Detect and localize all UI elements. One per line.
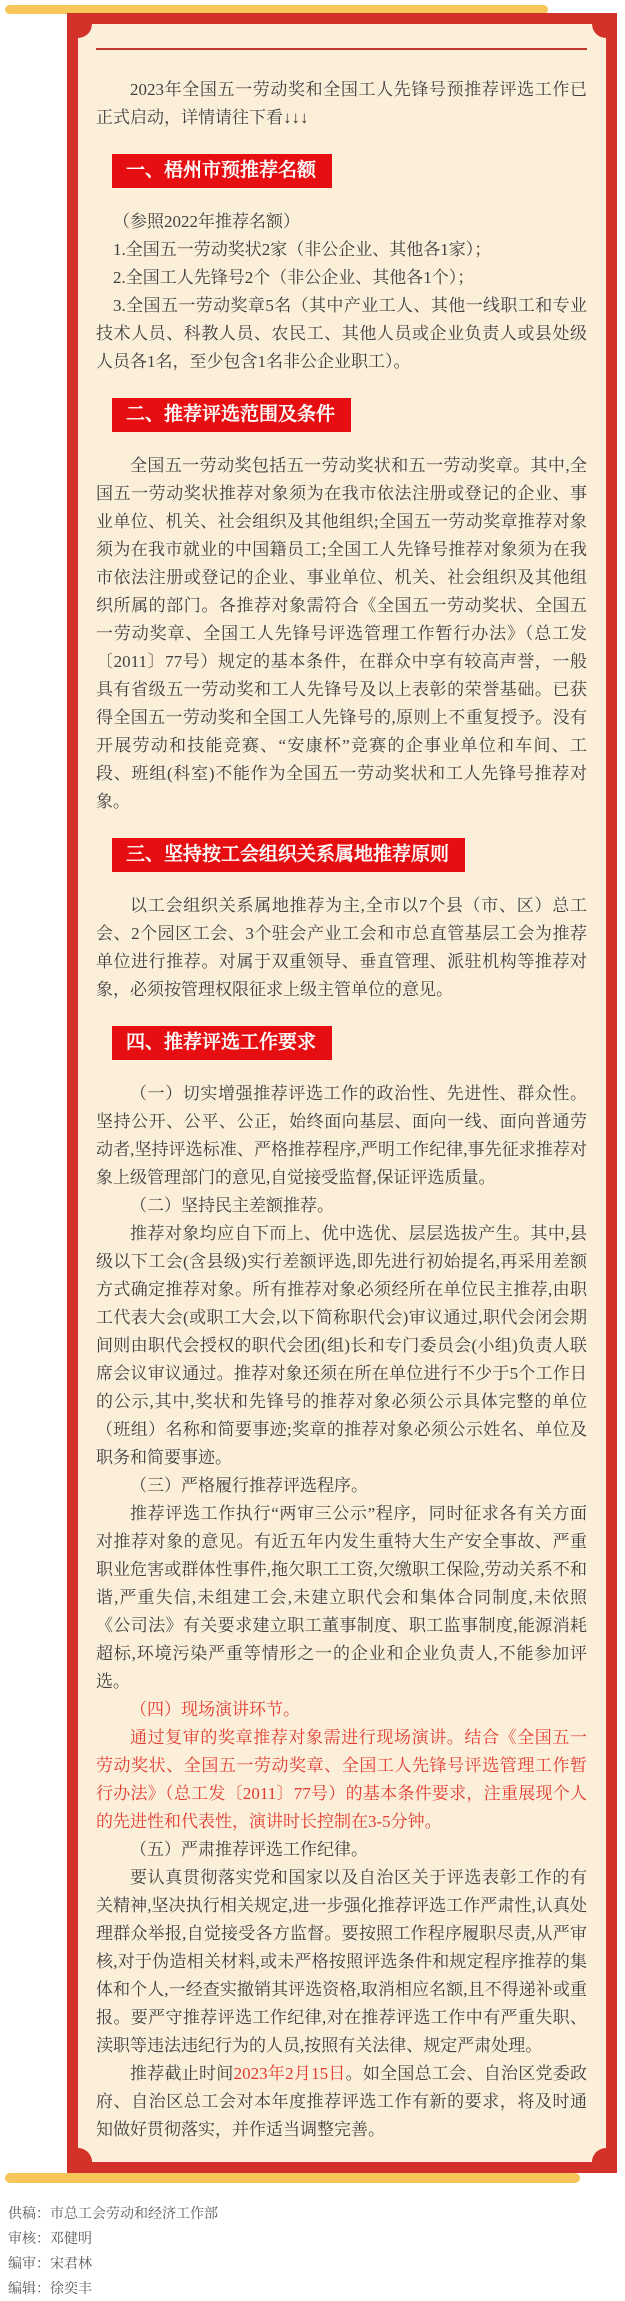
paragraph: 全国五一劳动奖包括五一劳动奖状和五一劳动奖章。其中,全国五一劳动奖状推荐对象须为在我市依法注册或登记的企业、事业单位、机关、社会组织及其他组织;全国五一劳动奖章推荐对象须为在我市就业的中国籍员工;全国工人先锋号推荐对象须为在我市依法注册或登记的企业、事业单位、机关、社会组织及其他组织所属的部门。各推荐对象需符合《全国五一劳动奖状、全国五一劳动奖章、全国工人先锋号评选管理工作暂行办法》（总工发〔2011〕77号）规定的基本条件，在群众中享有较高声誉，一般具有省级五一劳动奖和工人先锋号及以上表彰的荣誉基础。已获得全国五一劳动奖和全国工人先锋号的,原则上不重复授予。没有开展劳动和技能竞赛、“安康杯”竞赛的企事业单位和车间、工段、班组(科室)不能作为全国五一劳动奖状和工人先锋号推荐对象。 xyxy=(96,456,587,811)
paragraph: 推荐对象均应自下而上、优中选优、层层选拔产生。其中,县级以下工会(含县级)实行差额评选,即先进行初始提名,再采用差额方式确定推荐对象。所有推荐对象必须经所在单位民主推荐,由职工代表大会(或职工大会,以下简称职代会)审议通过,职代会闭会期间则由职代会授权的职代会团(组)长和专门委员会(小组)负责人联席会议审议通过。推荐对象还须在所在单位进行不少于5个工作日的公示,其中,奖状和先锋号的推荐对象必须公示具体完整的单位（班组）名称和简要事迹;奖章的推荐对象必须公示姓名、单位及职务和简要事迹。 xyxy=(96,1224,587,1467)
corner-ornament-bottom-left xyxy=(78,2148,92,2162)
paragraph-highlighted: 通过复审的奖章推荐对象需进行现场演讲。结合《全国五一劳动奖状、全国五一劳动奖章、全国工人先锋号评选管理工作暂行办法》（总工发〔2011〕77号）的基本条件要求，注重展现个人的先进性和代表性，演讲时长控制在3-5分钟。 xyxy=(96,1728,587,1831)
section-badge-3: 三、坚持按工会组织关系属地推荐原则 xyxy=(112,838,465,872)
paragraph: 2.全国工人先锋号2个（非公企业、其他各1个）； xyxy=(113,268,475,287)
section-badge-4: 四、推荐评选工作要求 xyxy=(112,1026,332,1060)
section-badge-1: 一、梧州市预推荐名额 xyxy=(112,154,332,188)
header-divider-line xyxy=(96,48,587,50)
credit-line-contributor xyxy=(8,2201,625,2226)
paragraph-highlighted: （四）现场演讲环节。 xyxy=(130,1700,300,1719)
paragraph: 以工会组织关系属地推荐为主,全市以7个县（市、区）总工会、2个园区工会、3个驻会产业工会和市总直管基层工会为推荐单位进行推荐。对属于双重领导、垂直管理、派驻机构等推荐对象，必须按管理权限征求上级主管单位的意见。 xyxy=(96,896,587,999)
paragraph: （三）严格履行推荐评选程序。 xyxy=(130,1476,368,1495)
credit-value: 宋君林 xyxy=(50,2255,92,2271)
paragraph: 3.全国五一劳动奖章5名（其中产业工人、其他一线职工和专业技术人员、科教人员、农民工、其他人员或企业负责人或县处级人员各1名，至少包含1名非公企业职工）。 xyxy=(96,296,587,371)
credit-value: 市总工会劳动和经济工作部 xyxy=(50,2205,218,2221)
credit-line-editor-reviewer xyxy=(8,2251,625,2276)
credit-value: 徐奕丰 xyxy=(50,2280,92,2296)
credit-value: 邓健明 xyxy=(50,2230,92,2246)
credit-label: 编辑： xyxy=(8,2280,50,2296)
paragraph: （五）严肃推荐评选工作纪律。 xyxy=(130,1840,368,1859)
credit-label: 编审： xyxy=(8,2255,50,2271)
deadline-prefix: 推荐截止时间 xyxy=(130,2064,234,2083)
credit-label: 供稿： xyxy=(8,2205,50,2221)
deadline-suffix: 。如全国总工会、自治区党委政府、自治区总工会对本年度推荐评选工作有新的要求，将及时通知做好贯彻落实，并作适当调整完善。 xyxy=(96,2064,588,2139)
article-content-area xyxy=(78,24,606,2162)
credit-line-editor xyxy=(8,2276,625,2301)
article-frame xyxy=(67,13,617,2173)
intro-paragraph: 2023年全国五一劳动奖和全国工人先锋号预推荐评选工作已正式启动，详情请往下看↓↓↓ xyxy=(96,80,587,127)
credits-footer xyxy=(8,2201,625,2301)
corner-ornament-top-right xyxy=(592,24,606,38)
corner-ornament-top-left xyxy=(78,24,92,38)
bottom-accent-bar xyxy=(5,2173,580,2183)
section-badge-2: 二、推荐评选范围及条件 xyxy=(112,398,351,432)
paragraph: 1.全国五一劳动奖状2家（非公企业、其他各1家）； xyxy=(113,240,492,259)
corner-ornament-bottom-right xyxy=(592,2148,606,2162)
credit-label: 审核： xyxy=(8,2230,50,2246)
paragraph: 推荐评选工作执行“两审三公示”程序，同时征求各有关方面对推荐对象的意见。有近五年内发生重特大生产安全事故、严重职业危害或群体性事件,拖欠职工工资,欠缴职工保险,劳动关系不和谐,严重失信,未组建工会,未建立职代会和集体合同制度,未依照《公司法》有关要求建立职工董事制度、职工监事制度,能源消耗超标,环境污染严重等情形之一的企业和企业负责人,不能参加评选。 xyxy=(96,1504,587,1691)
paragraph: （一）切实增强推荐评选工作的政治性、先进性、群众性。坚持公开、公平、公正，始终面向基层、面向一线、面向普通劳动者,坚持评选标准、严格推荐程序,严明工作纪律,事先征求推荐对象上级管理部门的意见,自觉接受监督,保证评选质量。 xyxy=(96,1084,587,1187)
paragraph: （二）坚持民主差额推荐。 xyxy=(130,1196,334,1215)
paragraph: 要认真贯彻落实党和国家以及自治区关于评选表彰工作的有关精神,坚决执行相关规定,进一步强化推荐评选工作严肃性,认真处理群众举报,自觉接受各方监督。要按照工作程序履职尽责,从严审核,对于伪造相关材料,或未严格按照评选条件和规定程序推荐的集体和个人,一经查实撤销其评选资格,取消相应名额,且不得递补或重报。要严守推荐评选工作纪律,对在推荐评选工作中有严重失职、渎职等违法违纪行为的人员,按照有关法律、规定严肃处理。 xyxy=(96,1868,587,2055)
deadline-paragraph xyxy=(96,2060,587,2144)
deadline-date: 2023年2月15日 xyxy=(233,2064,346,2083)
paragraph: （参照2022年推荐名额） xyxy=(113,212,300,231)
